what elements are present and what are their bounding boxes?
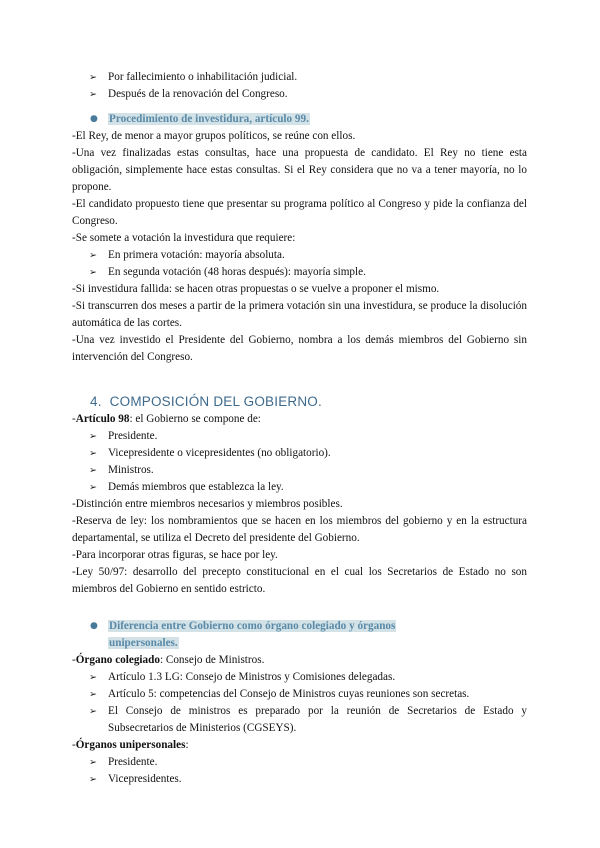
subheading-investidura: [72, 111, 527, 128]
section-number: 4.: [90, 394, 102, 409]
list-item: ➢ Presidente.: [72, 428, 527, 445]
paragraph-text: : Consejo de Ministros.: [159, 654, 265, 666]
paragraph-line: -El Rey, de menor a mayor grupos políticos, se reúne con ellos.: [72, 130, 356, 142]
section-title: COMPOSICIÓN DEL GOBIERNO.: [109, 394, 322, 409]
dash: -: [72, 413, 76, 425]
bullet-dot-icon: ●: [90, 114, 98, 124]
list-item: ➢ En segunda votación (48 horas después): mayoría simple.: [72, 264, 527, 281]
list-item: ➢ Vicepresidentes.: [72, 771, 527, 788]
bold-term: Órganos unipersonales: [75, 739, 186, 751]
list-item: ➢ En primera votación: mayoría absoluta.: [72, 247, 527, 264]
dash: -: [72, 654, 76, 666]
bullet-dot-icon: ●: [90, 621, 98, 631]
list-item: ➢ Presidente.: [72, 754, 527, 771]
subheading-diferencia-cont: [72, 635, 527, 652]
list-item: ➢ Después de la renovación del Congreso.: [72, 86, 527, 103]
paragraph-line: -Si investidura fallida: se hacen otras propuestas o se vuelve a proponer el mismo.: [72, 283, 440, 295]
paragraph-line: -Una vez finalizadas estas consultas, hace una propuesta de candidato. El Rey no tiene esta obligación, simplemente hace estas consultas. Si el Rey considera que no va a tener mayoría, no lo propone.: [72, 147, 527, 193]
document-page: [72, 69, 527, 788]
list-item: ➢ Artículo 5: competencias del Consejo de Ministros cuyas reuniones son secretas.: [72, 686, 527, 703]
paragraph-line: -Reserva de ley: los nombramientos que se hacen en los miembros del gobierno y en la estructura departamental, se utiliza el Decreto del presidente del Gobierno.: [72, 515, 527, 544]
paragraph-text: :: [185, 739, 189, 751]
dash: -: [72, 739, 76, 751]
subheading-text: Procedimiento de investidura, artículo 99.: [109, 113, 309, 125]
bold-term: Órgano colegiado: [75, 654, 160, 666]
list-item: ➢ Vicepresidente o vicepresidentes (no obligatorio).: [72, 445, 527, 462]
subheading-text: unipersonales.: [109, 637, 178, 649]
subheading-text: Diferencia entre Gobierno como órgano colegiado y órganos: [109, 620, 396, 632]
paragraph-line: -Distinción entre miembros necesarios y miembros posibles.: [72, 498, 343, 510]
paragraph-line: [72, 411, 527, 428]
paragraph-text: : el Gobierno se compone de:: [129, 413, 261, 425]
section-heading: [72, 392, 527, 411]
list-item: ➢ Por fallecimiento o inhabilitación judicial.: [72, 69, 527, 86]
list-item: ➢ El Consejo de ministros es preparado por la reunión de Secretarios de Estado y Subsecretarios de Ministerios (CGSEYS).: [72, 703, 527, 737]
list-item: ➢ Ministros.: [72, 462, 527, 479]
list-item: ➢ Artículo 1.3 LG: Consejo de Ministros y Comisiones delegadas.: [72, 669, 527, 686]
paragraph-line: -Una vez investido el Presidente del Gobierno, nombra a los demás miembros del Gobierno sin intervención del Congreso.: [72, 334, 527, 363]
paragraph-line: -Ley 50/97: desarrollo del precepto constitucional en el cual los Secretarios de Estado no son miembros del Gobierno en sentido estricto.: [72, 566, 527, 595]
paragraph-line: -El candidato propuesto tiene que presentar su programa político al Congreso y pide la confianza del Congreso.: [72, 198, 527, 227]
paragraph-line: -Se somete a votación la investidura que requiere:: [72, 232, 296, 244]
bold-term: Artículo 98: [75, 413, 130, 425]
paragraph-line: [72, 737, 527, 754]
list-item: ➢ Demás miembros que establezca la ley.: [72, 479, 527, 496]
paragraph-line: [72, 652, 527, 669]
paragraph-line: -Para incorporar otras figuras, se hace por ley.: [72, 549, 278, 561]
paragraph-line: -Si transcurren dos meses a partir de la primera votación sin una investidura, se produce la disolución automática de las cortes.: [72, 300, 527, 329]
subheading-diferencia: [72, 618, 527, 635]
